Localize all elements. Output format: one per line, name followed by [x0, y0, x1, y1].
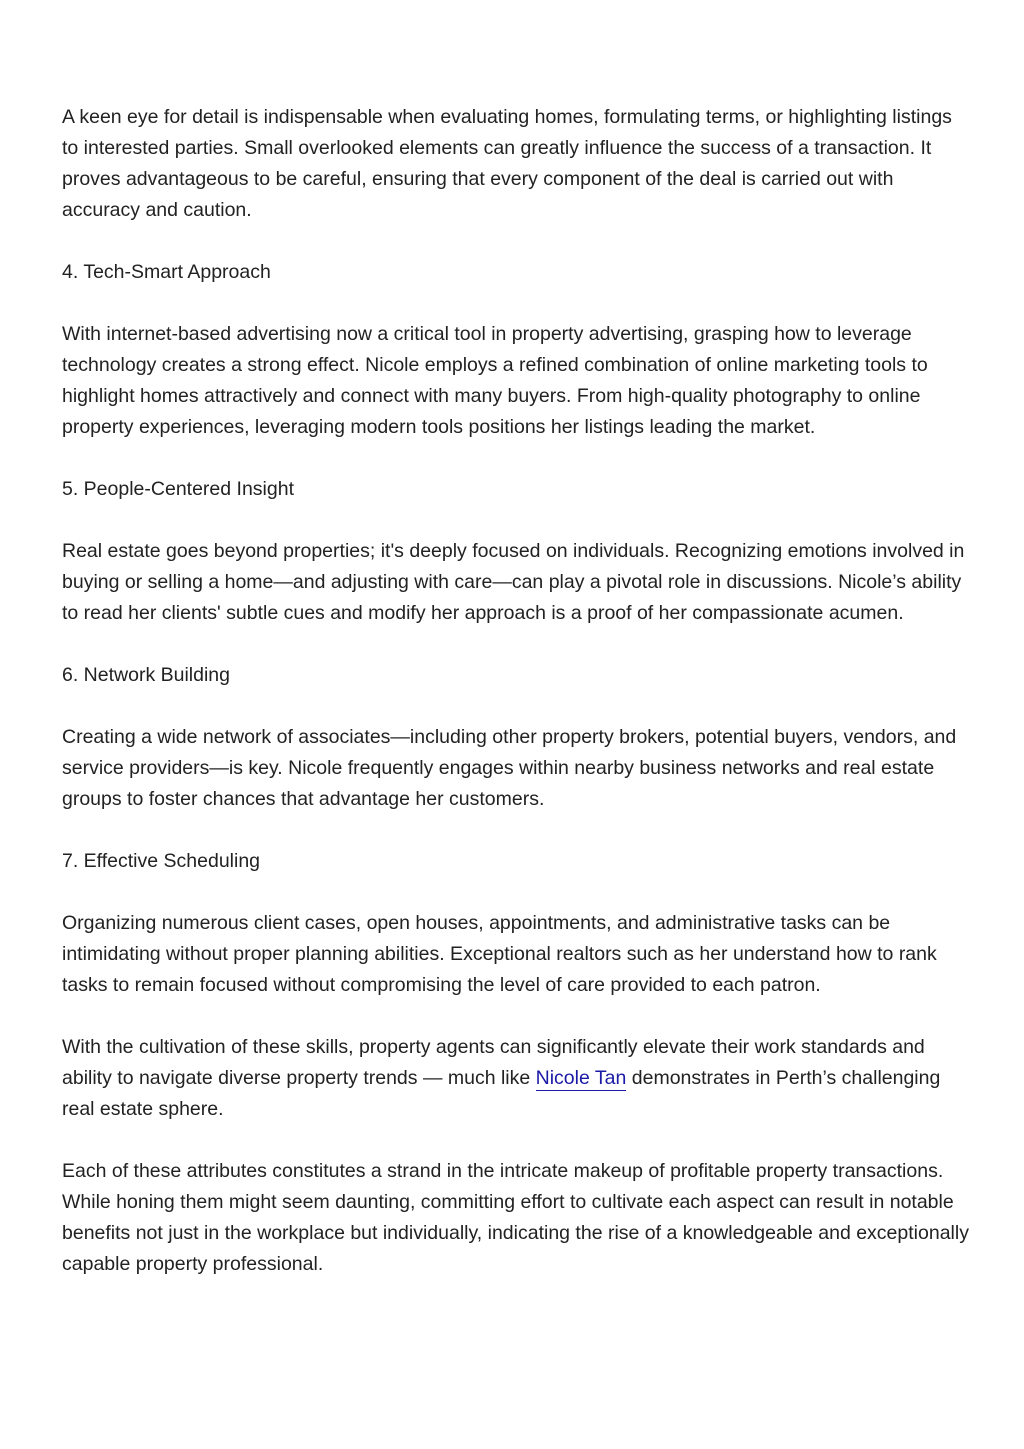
conclusion-paragraph: Each of these attributes constitutes a strand in the intricate makeup of profitable property transactions. While honing them might seem daunting, committing effort to cultivate each aspect can result in notable benefits not just in the workplace but individually, indicating the rise of a knowledgeable and exceptionally capable property professional. [62, 1160, 969, 1275]
paragraph-cultivation [62, 1032, 972, 1125]
cultivation-text-after-link: demonstrates in Perth’s challenging real estate sphere. [62, 1067, 941, 1120]
cultivation-text-before-link: With the cultivation of these skills, property agents can significantly elevate their work standards and ability to navigate diverse property trends — much like [62, 1036, 925, 1089]
paragraph-network-building: Creating a wide network of associates—including other property brokers, potential buyers, vendors, and service providers—is key. Nicole frequently engages within nearby business networks and real estate groups to foster chances that advantage her customers. [62, 726, 957, 810]
paragraph-people-centered-insight: Real estate goes beyond properties; it's deeply focused on individuals. Recognizing emotions involved in buying or selling a home—and adjusting with care—can play a pivotal role in discussions. Nicole’s ability to read her clients' subtle cues and modify her approach is a proof of her compassionate acumen. [62, 540, 965, 624]
paragraph-effective-scheduling: Organizing numerous client cases, open houses, appointments, and administrative tasks can be intimidating without proper planning abilities. Exceptional realtors such as her understand how to rank tasks to remain focused without compromising the level of care provided to each patron. [62, 912, 937, 996]
paragraph-tech-smart-approach: With internet-based advertising now a critical tool in property advertising, grasping how to leverage technology creates a strong effect. Nicole employs a refined combination of online marketing tools to highlight homes attractively and connect with many buyers. From high-quality photography to online property experiences, leveraging modern tools positions her listings leading the market. [62, 323, 928, 438]
heading-tech-smart-approach: 4. Tech-Smart Approach [62, 261, 271, 283]
intro-paragraph: A keen eye for detail is indispensable when evaluating homes, formulating terms, or highlighting listings to interested parties. Small overlooked elements can greatly influence the success of a transaction. It proves advantageous to be careful, ensuring that every component of the deal is carried out with accuracy and caution. [62, 106, 952, 221]
article-body [62, 102, 972, 1311]
nicole-tan-link[interactable]: Nicole Tan [535, 1067, 627, 1089]
heading-network-building: 6. Network Building [62, 664, 230, 686]
heading-effective-scheduling: 7. Effective Scheduling [62, 850, 261, 872]
heading-people-centered-insight: 5. People-Centered Insight [62, 478, 294, 500]
